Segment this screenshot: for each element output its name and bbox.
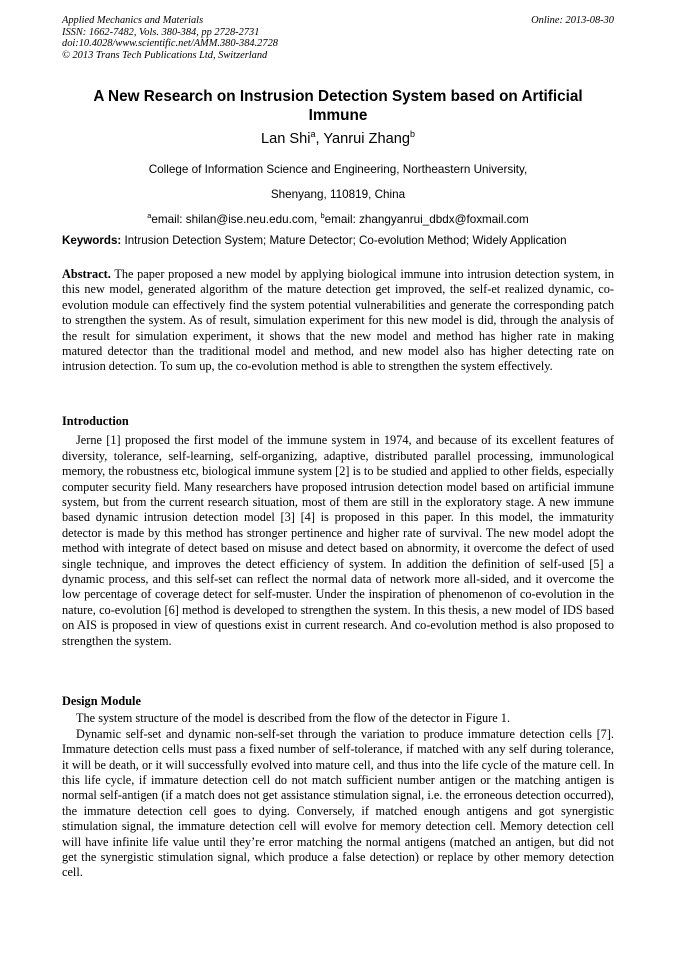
introduction-section [62,414,614,649]
doi-line: doi:10.4028/www.scientific.net/AMM.380-384.2728 [62,38,278,50]
keywords [62,234,622,248]
keywords-label: Keywords: [62,234,122,247]
paper-title: A New Research on Instrusion Detection System based on Artificial Immune [93,88,583,124]
author-separator: , [315,131,324,147]
email-b: email: zhangyanrui_dbdx@foxmail.com [324,213,529,226]
abstract [62,267,614,375]
author-2-mark: b [409,129,415,139]
affiliation-line-1: College of Information Science and Engineering, Northeastern University, [148,163,528,176]
email-a-mark: a [147,211,152,220]
email-b-mark: b [320,211,325,220]
author-2: Yanrui Zhang [323,131,410,147]
abstract-text: The paper proposed a new model by applying biological immune into intrusion detection system, in this new model, generated algorithm of the mature detection get improved, the self-et realized dynamic, co-evolution module can effectively find the system potential vulnerabilities and generate the corresponding patch to strengthen the system. As of result, simulation experiment for this new model is did, through the analysis of the result for simulation experiment, it shows that the new model and method has higher rate in making matured detector than the traditional model and method, and new model also has higher detecting rate on intrusion detection. To sum up, the co-evolution method is able to strengthen the system effectively. [62,267,614,374]
design-paragraph-2: Dynamic self-set and dynamic non-self-set through the variation to produce immature detection cells [7]. Immature detection cells must pass a fixed number of self-tolerance, if matched with any self during tolerance, it will be death, or it will successfully evolved into mature cell, and thus into the life cycle of the mature cell. In this life cycle, if immature detection cell do not match sufficient number antigen or the matching antigen is normal self-antigen (if a match does not get assistance stimulation signal, i.e. the erroneous detection occurred), the immature detection cell goes to dying. Conversely, if matched enough antigens and got synergistic stimulation signal, the immature detection cell will evolve for memory detection cell. Memory detection cell will have infinite life value until they’re error matching the normal antigens (matched an antigen, but did not get the synergistic stimulation signal, which produce a false detection) or replace by other memory detection cell. [62,726,614,880]
author-1-mark: a [310,129,316,139]
journal-header [62,15,462,61]
design-paragraph-1: The system structure of the model is described from the flow of the detector in Figure 1. [76,711,511,726]
journal-name: Applied Mechanics and Materials [62,15,204,26]
email-line [62,207,614,232]
design-module-heading: Design Module [62,694,141,708]
affiliation-line-2: Shenyang, 110819, China [270,188,406,201]
affiliation-block [62,157,614,232]
abstract-label: Abstract. [62,267,111,281]
copyright-line: © 2013 Trans Tech Publications Ltd, Switzerland [62,49,268,61]
author-1: Lan Shi [261,131,311,147]
keywords-text: Intrusion Detection System; Mature Detector; Co-evolution Method; Widely Application [121,234,567,247]
introduction-heading: Introduction [62,414,129,428]
issn-line: ISSN: 1662-7482, Vols. 380-384, pp 2728-2731 [62,26,260,38]
introduction-paragraph: Jerne [1] proposed the first model of the immune system in 1974, and because of its excellent features of diversity, tolerance, self-learning, self-organizing, adaptive, distributed parallel processing, immunological memory, the robustness etc, biological immune system [2] is to be studied and applied to other fields, especially computer security field. Many researchers have proposed intrusion detection model based on artificial immune system, but from the current research situation, most of them are still in the exploratory stage. A new immune based dynamic intrusion detection model [3] [4] is proposed in this paper. In this model, the immaturity detector is made by this method has stronger pertinence and higher rate of survival. The new model adopt the method with integrate of detect based on misuse and detect based on abnormity, it overcome the defect of used single technique, and improves the detect efficiency of system. In addition the definition of self-used [5] a dynamic process, and this self-set can reflect the normal data of network more all-sided, and it overcome the low percentage of coverage detect for self-muster. Under the inspiration of phenomenon of co-evolution in the nature, co-evolution [6] method is developed to strengthen the system. In this thesis, a new model of IDS based on AIS is proposed in view of questions exist in current research. And co-evolution method is also proposed to strengthen the system. [62,433,614,648]
email-a: email: shilan@ise.neu.edu.com, [151,213,321,226]
author-line [62,130,614,148]
online-date: Online: 2013-08-30 [531,15,614,26]
design-module-section [62,694,614,881]
